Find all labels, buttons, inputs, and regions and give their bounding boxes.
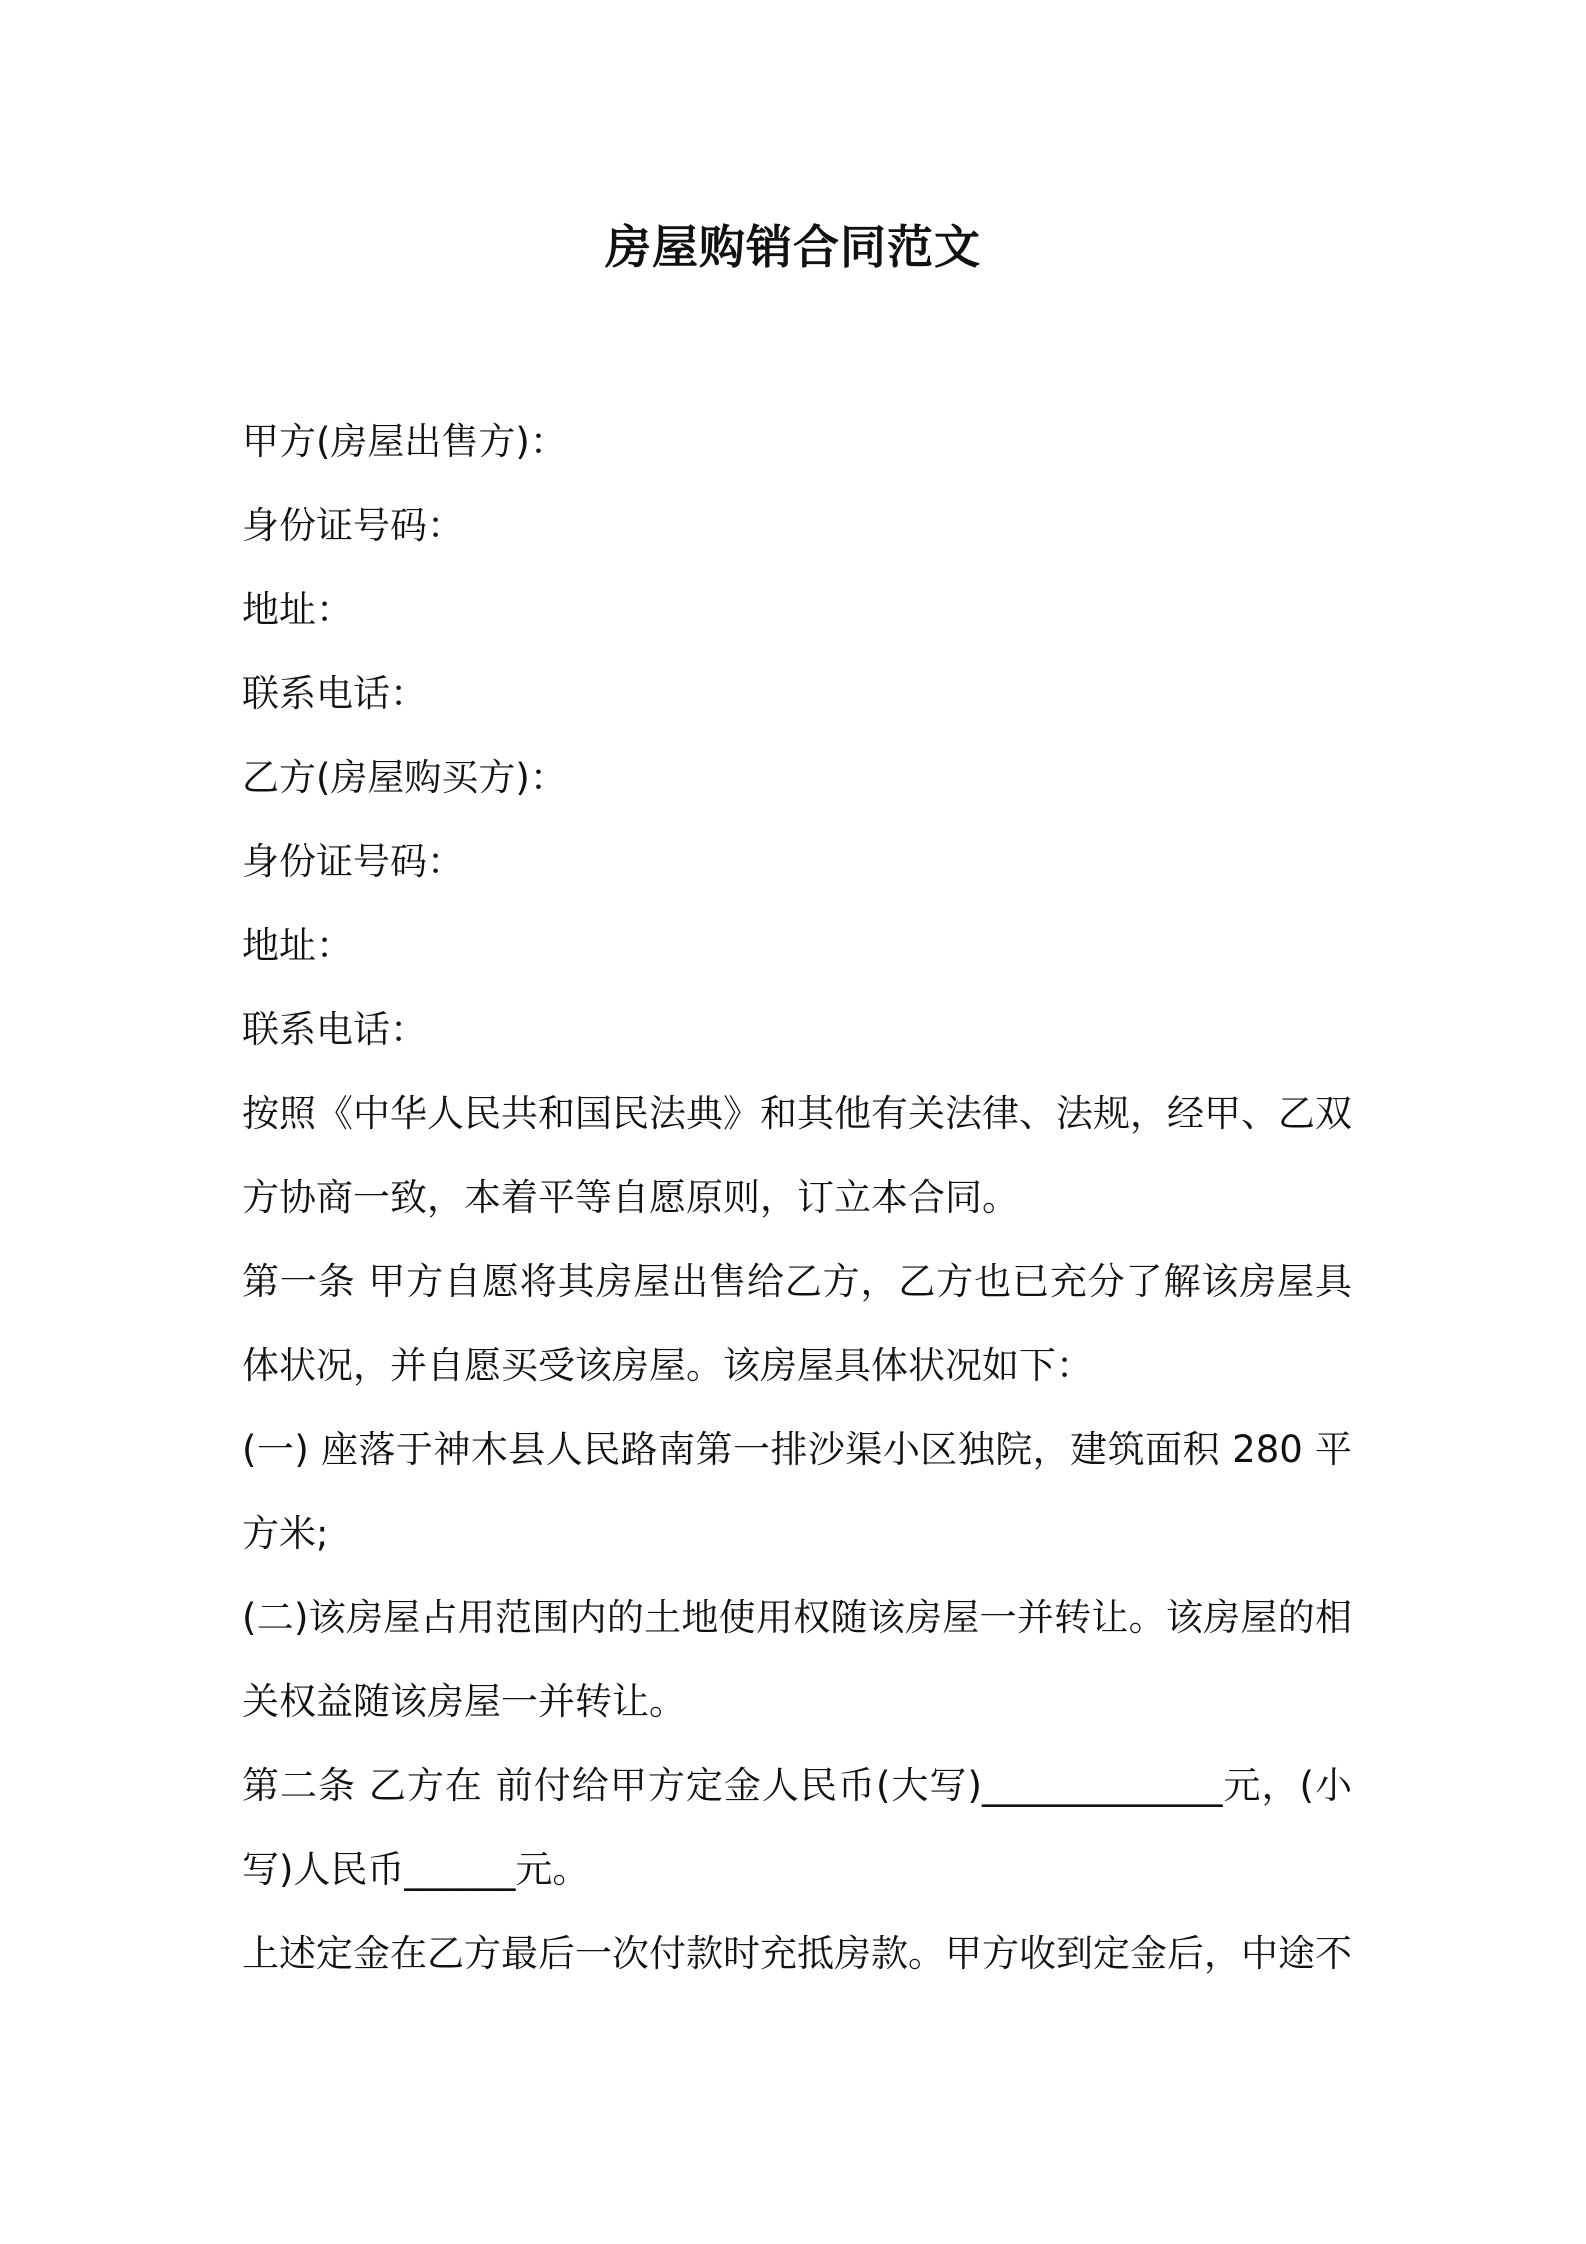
article-1-item-2-line-1: (二)该房屋占用范围内的土地使用权随该房屋一并转让。该房屋的相 <box>242 1596 1352 1639</box>
deposit-clause-line-1: 上述定金在乙方最后一次付款时充抵房款。甲方收到定金后，中途不 <box>242 1932 1352 1975</box>
seller-id-label: 身份证号码： <box>242 504 464 547</box>
article-1-line-2: 体状况，并自愿买受该房屋。该房屋具体状况如下： <box>242 1344 1093 1387</box>
document-title: 房屋购销合同范文 <box>605 220 981 274</box>
seller-phone-label: 联系电话： <box>242 672 427 715</box>
document-body <box>242 400 1352 1996</box>
article-2-line-2: 写)人民币______元。 <box>242 1848 590 1891</box>
preamble-line-1: 按照《中华人民共和国民法典》和其他有关法律、法规，经甲、乙双 <box>242 1092 1352 1135</box>
buyer-phone-label: 联系电话： <box>242 1008 427 1051</box>
preamble-line-2: 方协商一致，本着平等自愿原则，订立本合同。 <box>242 1176 1019 1219</box>
article-2-line-1: 第二条 乙方在 前付给甲方定金人民币(大写)_____________元，(小 <box>242 1764 1352 1807</box>
article-1-item-1-line-1: (一) 座落于神木县人民路南第一排沙渠小区独院，建筑面积 280 平 <box>242 1428 1352 1471</box>
buyer-label: 乙方(房屋购买方)： <box>242 756 567 799</box>
article-1-item-1-line-2: 方米; <box>242 1512 329 1555</box>
seller-label: 甲方(房屋出售方)： <box>242 420 567 463</box>
buyer-address-label: 地址： <box>242 924 353 967</box>
buyer-id-label: 身份证号码： <box>242 840 464 883</box>
article-1-line-1: 第一条 甲方自愿将其房屋出售给乙方，乙方也已充分了解该房屋具 <box>242 1260 1352 1303</box>
article-1-item-2-line-2: 关权益随该房屋一并转让。 <box>242 1680 686 1723</box>
seller-address-label: 地址： <box>242 588 353 631</box>
